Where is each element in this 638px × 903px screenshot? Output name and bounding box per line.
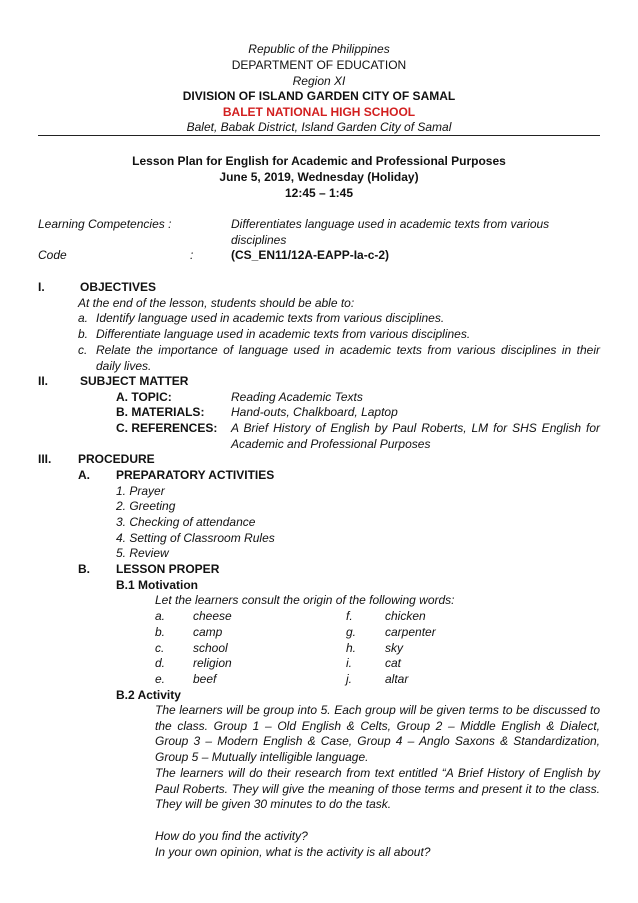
lesson-time: 12:45 – 1:45 <box>284 186 354 200</box>
lesson-title: Lesson Plan for English for Academic and Professional Purposes <box>132 154 506 168</box>
subject-numeral: II. <box>38 374 49 388</box>
word-item: sky <box>385 641 403 655</box>
word-letter: c. <box>155 641 165 655</box>
procedure-heading: PROCEDURE <box>78 452 155 466</box>
code-colon: : <box>190 248 194 262</box>
objectives-heading: OBJECTIVES <box>80 280 157 294</box>
word-letter: d. <box>155 656 166 670</box>
prep-heading: PREPARATORY ACTIVITIES <box>116 468 275 482</box>
code-value: (CS_EN11/12A-EAPP-Ia-c-2) <box>231 248 390 262</box>
objective-text-b: Differentiate language used in academic texts from various disciplines. <box>96 327 471 341</box>
word-letter: a. <box>155 609 166 623</box>
activity-question-1: How do you find the activity? <box>155 829 308 843</box>
word-item: carpenter <box>385 625 436 639</box>
objective-letter-b: b. <box>78 327 89 341</box>
header-school: BALET NATIONAL HIGH SCHOOL <box>222 105 416 119</box>
word-item: cheese <box>193 609 232 623</box>
subject-heading: SUBJECT MATTER <box>80 374 189 388</box>
lesson-date: June 5, 2019, Wednesday (Holiday) <box>219 170 419 184</box>
activity-heading: B.2 Activity <box>116 688 181 702</box>
competency-value: Differentiates language used in academic texts from various disciplines <box>231 217 550 247</box>
header-region: Region XI <box>292 74 346 88</box>
word-item: camp <box>193 625 223 639</box>
references-value: A Brief History of English by Paul Roberts, LM for SHS English for Academic and Professional Purposes <box>231 421 600 451</box>
header-divider <box>38 135 600 136</box>
objectives-numeral: I. <box>38 280 45 294</box>
prep-letter: A. <box>78 468 90 482</box>
competency-label: Learning Competencies : <box>38 217 172 231</box>
prep-item-1: 1. Prayer <box>116 484 165 498</box>
prep-item-3: 3. Checking of attendance <box>116 515 256 529</box>
materials-value: Hand-outs, Chalkboard, Laptop <box>231 405 398 419</box>
word-letter: b. <box>155 625 166 639</box>
materials-label: B. MATERIALS: <box>116 405 205 419</box>
objective-letter-c: c. <box>78 343 88 357</box>
code-label: Code <box>38 248 67 262</box>
objective-text-c: Relate the importance of language used in academic texts from various disciplines in their daily lives. <box>96 343 600 373</box>
motivation-heading: B.1 Motivation <box>116 578 199 592</box>
lesson-proper-letter: B. <box>78 562 90 576</box>
topic-label: A. TOPIC: <box>116 390 172 404</box>
word-item: religion <box>193 656 232 670</box>
word-letter: e. <box>155 672 166 686</box>
procedure-numeral: III. <box>38 452 52 466</box>
references-label: C. REFERENCES: <box>116 421 218 435</box>
header-republic: Republic of the Philippines <box>248 42 390 56</box>
word-letter: j. <box>346 672 352 686</box>
word-letter: g. <box>346 625 357 639</box>
lesson-proper-heading: LESSON PROPER <box>116 562 220 576</box>
header-division: DIVISION OF ISLAND GARDEN CITY OF SAMAL <box>182 89 456 103</box>
prep-item-4: 4. Setting of Classroom Rules <box>116 531 275 545</box>
word-item: chicken <box>385 609 426 623</box>
activity-paragraph-2: The learners will do their research from text entitled “A Brief History of English by Paul Roberts. They will give the meaning of those terms and present it to the class. They will be given 30 minutes to do the task. <box>155 766 600 812</box>
objective-letter-a: a. <box>78 311 89 325</box>
word-item: altar <box>385 672 409 686</box>
header-address: Balet, Babak District, Island Garden City of Samal <box>186 120 452 134</box>
word-letter: h. <box>346 641 357 655</box>
objectives-intro: At the end of the lesson, students should be able to: <box>78 296 355 310</box>
prep-item-5: 5. Review <box>116 546 169 560</box>
word-letter: f. <box>346 609 353 623</box>
activity-paragraph-1: The learners will be group into 5. Each group will be given terms to be discussed to the class. Group 1 – Old English & Celts, Group 2 – Middle English & Dialect, Group 3 – Modern English & Case, Group 4 – Anglo Saxons & Standardization, Group 5 – Mutually intelligible language. <box>155 703 600 765</box>
activity-question-2: In your own opinion, what is the activity is all about? <box>155 845 431 859</box>
topic-value: Reading Academic Texts <box>231 390 363 404</box>
word-item: cat <box>385 656 402 670</box>
objective-text-a: Identify language used in academic texts from various disciplines. <box>96 311 445 325</box>
word-item: beef <box>193 672 217 686</box>
word-letter: i. <box>346 656 352 670</box>
word-item: school <box>193 641 228 655</box>
prep-item-2: 2. Greeting <box>116 499 176 513</box>
motivation-intro: Let the learners consult the origin of the following words: <box>155 593 455 607</box>
header-department: DEPARTMENT OF EDUCATION <box>231 58 407 72</box>
